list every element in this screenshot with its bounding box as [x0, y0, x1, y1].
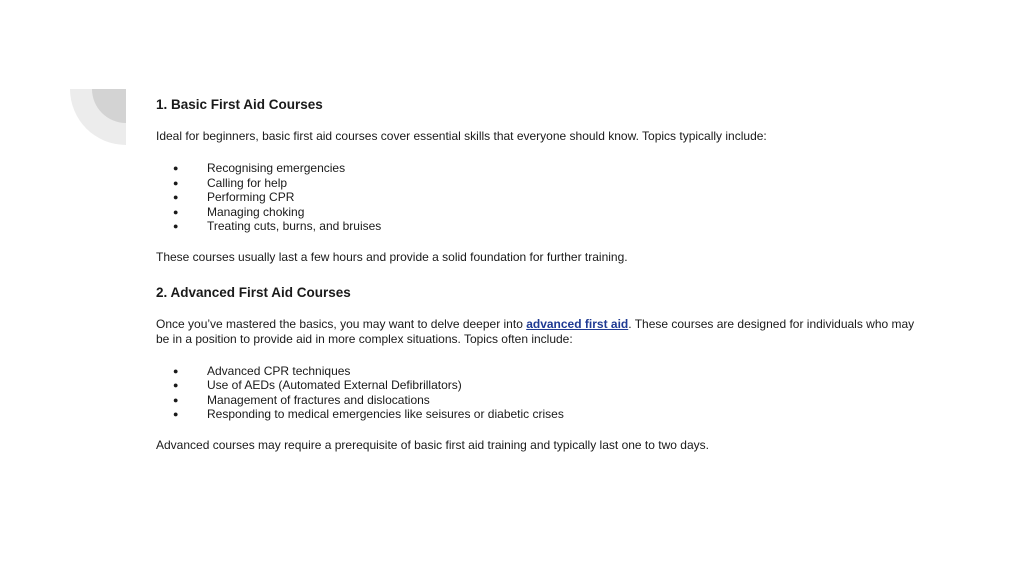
bullet-icon: ●	[173, 365, 179, 376]
advanced-first-aid-link[interactable]: advanced first aid	[526, 316, 629, 331]
section1-topic-list	[156, 161, 926, 234]
bullet-icon: ●	[173, 409, 179, 419]
list-item: ● Treating cuts, burns, and bruises	[156, 219, 926, 234]
section1-heading: 1. Basic First Aid Courses	[156, 97, 323, 112]
list-item: ● Recognising emergencies	[156, 161, 926, 176]
section1-outro: These courses usually last a few hours and provide a solid foundation for further training.	[156, 249, 628, 264]
list-item: ● Calling for help	[156, 176, 926, 191]
list-item: ● Managing choking	[156, 205, 926, 220]
list-item: ● Management of fractures and dislocations	[156, 393, 926, 408]
section1-intro: Ideal for beginners, basic first aid courses cover essential skills that everyone should know. Topics typically include:	[156, 129, 767, 143]
list-item: ● Performing CPR	[156, 190, 926, 205]
bullet-icon: ●	[173, 394, 179, 405]
section2-heading: 2. Advanced First Aid Courses	[156, 284, 351, 300]
list-item: ● Advanced CPR techniques	[156, 364, 926, 379]
bullet-icon: ●	[173, 221, 179, 231]
bullet-icon: ●	[173, 177, 179, 188]
bullet-icon: ●	[173, 163, 179, 173]
list-item: ● Use of AEDs (Automated External Defibrillators)	[156, 378, 926, 393]
article-content	[156, 96, 926, 453]
bullet-icon: ●	[173, 192, 179, 202]
bullet-icon: ●	[173, 380, 179, 390]
bullet-icon: ●	[173, 206, 179, 217]
section2-outro: Advanced courses may require a prerequisite of basic first aid training and typically last one to two days.	[156, 437, 709, 452]
section2-topic-list	[156, 364, 926, 422]
decorative-quarter-circles	[70, 89, 126, 145]
list-item: ● Responding to medical emergencies like seisures or diabetic crises	[156, 407, 926, 422]
section2-intro: Once you’ve mastered the basics, you may want to delve deeper into advanced first aid. These courses are designed for individuals who may be in a position to provide aid in more complex situations. Topics often include:	[156, 316, 915, 346]
